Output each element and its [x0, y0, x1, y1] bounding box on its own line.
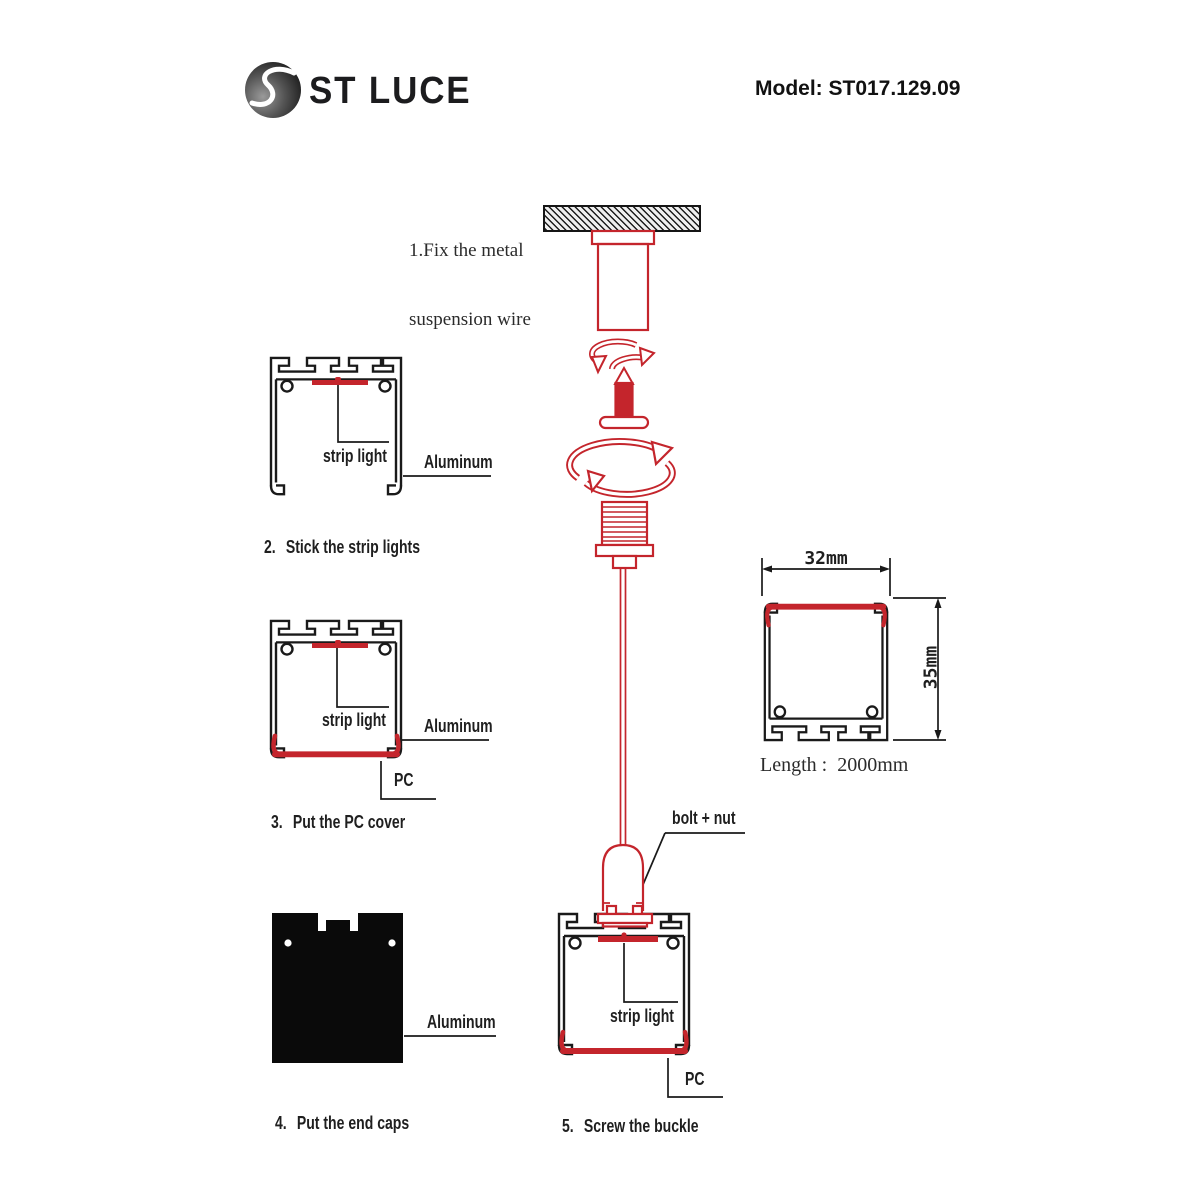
step2-caption	[264, 537, 420, 558]
step5-caption-text: Screw the buckle	[583, 1116, 699, 1136]
step2-aluminum-label: Aluminum	[424, 452, 493, 472]
end-cap-drawing	[272, 912, 404, 1064]
step3-aluminum-label: Aluminum	[424, 716, 493, 736]
strip-light-bar	[312, 380, 368, 385]
step1-note-line1: 1.Fix the metal	[409, 240, 524, 261]
strip-light-bar	[312, 643, 368, 648]
step3-number: 3.	[271, 812, 283, 832]
canopy-drawing	[592, 231, 654, 330]
aluminum-profile-dimension-view	[762, 596, 890, 742]
step4-caption	[275, 1113, 409, 1134]
pc-cover-overlay	[767, 607, 885, 625]
step5-pc-label: PC	[685, 1069, 705, 1089]
step4-caption-text: Put the end caps	[296, 1113, 410, 1133]
rotate-icon-large	[570, 441, 673, 494]
step5-caption	[562, 1116, 699, 1137]
strip-light-dot	[335, 640, 341, 644]
dome-connector-drawing	[603, 845, 643, 911]
brand-wordmark: ST LUCE	[309, 70, 472, 112]
step2-number: 2.	[264, 537, 276, 557]
step3-caption-text: Put the PC cover	[292, 812, 406, 832]
stluce-logo-icon	[244, 58, 304, 122]
threaded-connector-drawing	[596, 502, 653, 568]
model-number: Model: ST017.129.09	[755, 77, 961, 100]
step5-strip-light-label: strip light	[610, 1006, 674, 1026]
strip-light-bar	[598, 932, 658, 942]
rotate-icon-small	[592, 342, 654, 372]
suspension-assembly-drawing	[540, 200, 710, 960]
width-dimension-label: 32mm	[804, 548, 848, 569]
step2-caption-text: Stick the strip lights	[285, 537, 421, 557]
screw-icon	[600, 368, 648, 428]
step5-number: 5.	[562, 1116, 574, 1136]
suspension-wire	[621, 568, 626, 848]
step3-strip-light-label: strip light	[322, 710, 386, 730]
pc-cover-overlay	[273, 736, 398, 754]
step3-pc-label: PC	[394, 770, 414, 790]
step4-aluminum-label: Aluminum	[427, 1012, 496, 1032]
step4-number: 4.	[275, 1113, 287, 1133]
strip-light-dot	[335, 377, 341, 381]
step5-bolt-nut-label: bolt + nut	[672, 808, 736, 828]
step2-strip-light-label: strip light	[323, 446, 387, 466]
pc-cover-overlay	[561, 1032, 686, 1051]
step3-caption	[271, 812, 405, 833]
step1-note-line2: suspension wire	[409, 309, 531, 330]
height-dimension-label: 35mm	[920, 645, 942, 690]
step1-note	[409, 193, 531, 377]
length-label: Length : 2000mm	[760, 754, 909, 776]
